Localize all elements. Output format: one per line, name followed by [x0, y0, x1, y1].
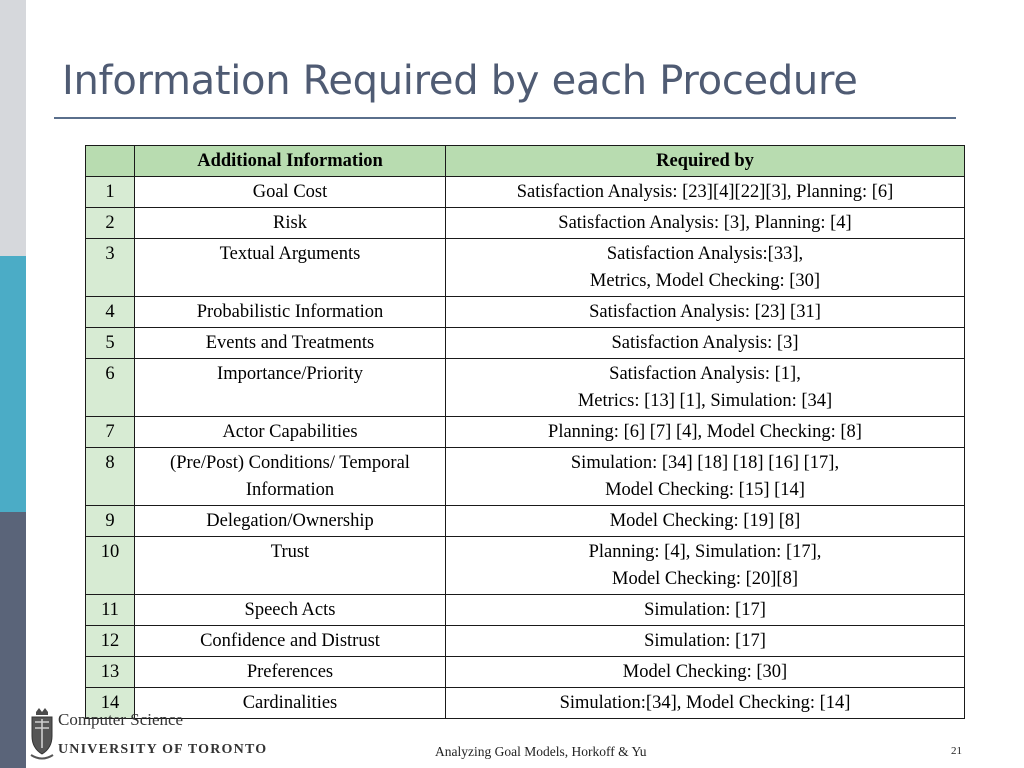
required-by-text: Metrics: [13] [1], Simulation: [34] [577, 391, 833, 411]
required-by-cell [446, 657, 965, 688]
row-number: 13 [86, 657, 135, 688]
additional-information-cell [135, 208, 446, 239]
required-by-cell [446, 595, 965, 626]
university-crest-icon [30, 708, 54, 762]
required-by-text: Satisfaction Analysis: [3] [611, 333, 799, 353]
required-by-text: Model Checking: [15] [14] [605, 480, 805, 500]
information-text: Events and Treatments [205, 333, 375, 353]
information-text: (Pre/Post) Conditions/ Temporal [170, 453, 410, 473]
required-by-cell [446, 537, 965, 595]
required-by-cell [446, 239, 965, 297]
required-by-text: Satisfaction Analysis:[33], [606, 244, 804, 264]
additional-information-cell [135, 297, 446, 328]
header-required-by: Required by [446, 146, 965, 177]
required-by-text: Simulation: [34] [18] [18] [16] [17], [570, 453, 840, 473]
required-by-text: Model Checking: [30] [622, 662, 788, 682]
required-by-text: Satisfaction Analysis: [3], Planning: [4] [558, 213, 852, 233]
additional-information-cell [135, 328, 446, 359]
required-by-cell [446, 328, 965, 359]
additional-information-cell [135, 506, 446, 537]
header-number [86, 146, 135, 177]
side-band-bottom [0, 512, 26, 768]
information-text: Cardinalities [242, 693, 338, 713]
information-text: Actor Capabilities [222, 422, 358, 442]
table-row [86, 537, 965, 595]
page-number: 21 [951, 745, 962, 757]
additional-information-cell [135, 359, 446, 417]
information-text: Information [245, 480, 335, 500]
row-number: 10 [86, 537, 135, 595]
university-logo [30, 708, 290, 764]
table-row [86, 359, 965, 417]
information-text: Speech Acts [244, 600, 336, 620]
required-by-text: Satisfaction Analysis: [1], [609, 364, 801, 384]
information-table [85, 145, 965, 719]
required-by-cell [446, 626, 965, 657]
required-by-cell [446, 688, 965, 719]
required-by-cell [446, 448, 965, 506]
additional-information-cell [135, 239, 446, 297]
row-number: 8 [86, 448, 135, 506]
required-by-text: Model Checking: [19] [8] [609, 511, 801, 531]
required-by-text: Model Checking: [20][8] [612, 569, 798, 589]
required-by-text: Metrics, Model Checking: [30] [589, 271, 821, 291]
row-number: 9 [86, 506, 135, 537]
row-number: 2 [86, 208, 135, 239]
row-number: 11 [86, 595, 135, 626]
row-number: 3 [86, 239, 135, 297]
required-by-text: Satisfaction Analysis: [23] [31] [589, 302, 821, 322]
table-row [86, 657, 965, 688]
row-number: 12 [86, 626, 135, 657]
additional-information-cell [135, 657, 446, 688]
table-row [86, 626, 965, 657]
additional-information-cell [135, 537, 446, 595]
additional-information-cell [135, 417, 446, 448]
slide-footer: Analyzing Goal Models, Horkoff & Yu [435, 744, 647, 759]
additional-information-cell [135, 177, 446, 208]
table-row [86, 595, 965, 626]
required-by-text: Simulation: [17] [644, 631, 766, 651]
required-by-cell [446, 417, 965, 448]
information-text: Goal Cost [252, 182, 328, 202]
table-row [86, 208, 965, 239]
slide-title: Information Required by each Procedure [62, 58, 858, 104]
row-number: 5 [86, 328, 135, 359]
information-text: Trust [270, 542, 310, 562]
table-row [86, 506, 965, 537]
additional-information-cell [135, 626, 446, 657]
row-number: 4 [86, 297, 135, 328]
logo-university: UNIVERSITY OF TORONTO [58, 742, 268, 757]
required-by-text: Simulation:[34], Model Checking: [14] [559, 693, 851, 713]
table-header-row [86, 146, 965, 177]
header-additional-information: Additional Information [135, 146, 446, 177]
required-by-cell [446, 177, 965, 208]
table-row [86, 417, 965, 448]
row-number: 1 [86, 177, 135, 208]
required-by-text: Satisfaction Analysis: [23][4][22][3], Planning: [6] [516, 182, 894, 202]
table-row [86, 448, 965, 506]
table-row [86, 328, 965, 359]
required-by-cell [446, 359, 965, 417]
required-by-cell [446, 297, 965, 328]
row-number: 6 [86, 359, 135, 417]
required-by-text: Planning: [6] [7] [4], Model Checking: [8] [548, 422, 862, 442]
additional-information-cell [135, 448, 446, 506]
required-by-cell [446, 506, 965, 537]
row-number: 7 [86, 417, 135, 448]
required-by-cell [446, 208, 965, 239]
information-text: Confidence and Distrust [200, 631, 380, 651]
side-band-middle [0, 256, 26, 512]
title-divider [54, 117, 956, 119]
information-text: Importance/Priority [217, 364, 363, 384]
required-by-text: Simulation: [17] [644, 600, 766, 620]
side-band-top [0, 0, 26, 256]
row-number: 14 [86, 688, 135, 719]
table-row [86, 297, 965, 328]
additional-information-cell [135, 595, 446, 626]
information-text: Probabilistic Information [196, 302, 384, 322]
logo-department: Computer Science [58, 710, 184, 729]
required-by-text: Planning: [4], Simulation: [17], [588, 542, 822, 562]
information-text: Risk [273, 213, 307, 233]
information-text: Delegation/Ownership [206, 511, 374, 531]
information-text: Textual Arguments [219, 244, 361, 264]
table-row [86, 239, 965, 297]
table-row [86, 177, 965, 208]
information-text: Preferences [246, 662, 334, 682]
